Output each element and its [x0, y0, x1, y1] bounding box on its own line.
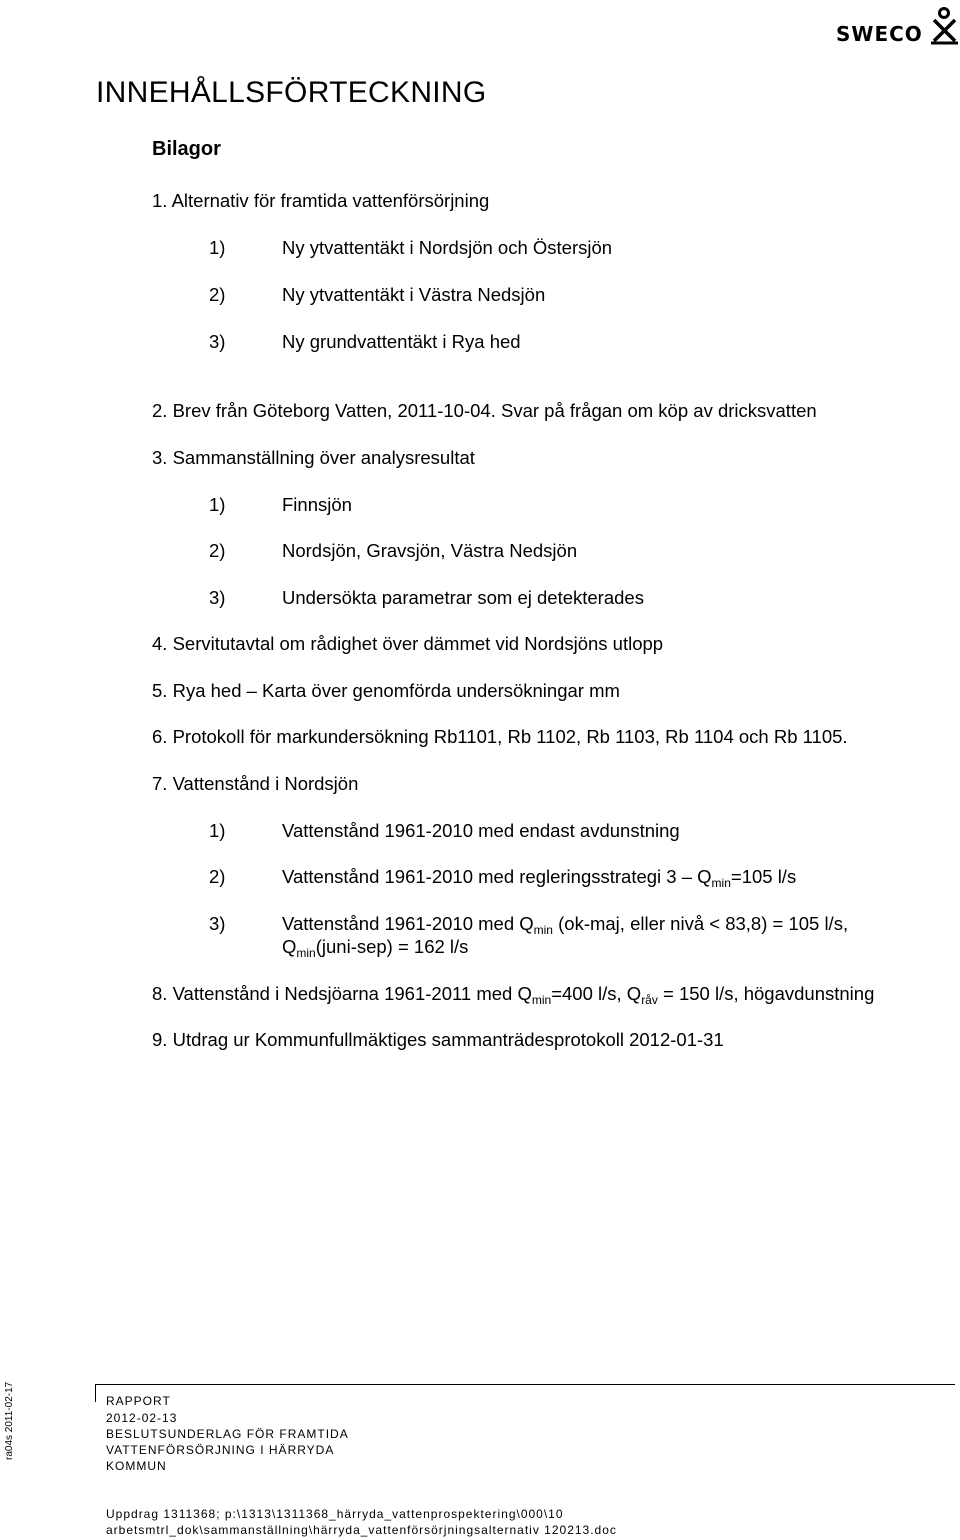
item-number: 9. [152, 1029, 168, 1050]
sub-item-number: 2) [209, 540, 226, 561]
item-text: Alternativ för framtida vattenförsörjning [171, 190, 490, 211]
sweco-logo [836, 6, 960, 48]
footer-divider-tick [95, 1384, 96, 1402]
page-title: INNEHÅLLSFÖRTECKNING [96, 76, 487, 109]
item-number: 2. [152, 400, 168, 421]
text-part: =105 l/s [730, 866, 797, 887]
list-item [152, 1029, 724, 1051]
list-item [152, 680, 620, 702]
footer-divider [95, 1384, 955, 1385]
item-text: Vattenstånd i Nordsjön [172, 773, 359, 794]
sub-item-text: Nordsjön, Gravsjön, Västra Nedsjön [282, 540, 578, 561]
item-text [172, 983, 875, 1007]
text-part: Vattenstånd i Nedsjöarna 1961-2011 med Q [172, 983, 532, 1004]
list-item [152, 633, 663, 655]
list-item [152, 190, 489, 212]
item-number: 8. [152, 983, 168, 1004]
item-text: Brev från Göteborg Vatten, 2011-10-04. Svar på frågan om köp av dricksvatten [172, 400, 817, 421]
sub-item-number: 3) [209, 913, 226, 934]
list-item [152, 400, 817, 422]
list-item [152, 773, 358, 795]
sub-item-number: 1) [209, 237, 226, 258]
item-text: Protokoll för markundersökning Rb1101, Rb 1102, Rb 1103, Rb 1104 och Rb 1105. [172, 726, 848, 747]
footer-title-line: VATTENFÖRSÖRJNING I HÄRRYDA [106, 1443, 335, 1457]
subscript: min [296, 946, 316, 960]
text-part: =400 l/s, Q [551, 983, 642, 1004]
item-text: Servitutavtal om rådighet över dämmet vid Nordsjöns utlopp [172, 633, 664, 654]
logo-text: SWECO [836, 22, 923, 46]
text-part: (ok-maj, eller nivå < 83,8) = 105 l/s, [552, 913, 849, 934]
item-number: 7. [152, 773, 168, 794]
text-part: Vattenstånd 1961-2010 med regleringsstrategi 3 – Q [282, 866, 712, 887]
sweco-logo-icon [928, 6, 960, 46]
sub-item-number: 1) [209, 494, 226, 515]
sub-item-text [282, 913, 848, 935]
item-number: 4. [152, 633, 168, 654]
sub-item-text: Undersökta parametrar som ej detekterades [282, 587, 644, 608]
footer-title-line: KOMMUN [106, 1459, 167, 1473]
footer-path-line: Uppdrag 1311368; p:\1313\1311368_härryda_vattenprospektering\000\10 [106, 1507, 564, 1521]
subscript: min [531, 993, 552, 1007]
sub-item-text: Finnsjön [282, 494, 352, 515]
sub-item-number: 1) [209, 820, 226, 841]
footer-path-line: arbetsmtrl_dok\sammanställning\härryda_vattenförsörjningsalternativ 120213.doc [106, 1523, 617, 1537]
item-text: Utdrag ur Kommunfullmäktiges sammanträdesprotokoll 2012-01-31 [172, 1029, 724, 1050]
item-number: 1. [152, 190, 168, 211]
template-code: ra04s 2011-02-17 [4, 1381, 15, 1460]
item-number: 3. [152, 447, 168, 468]
footer-date: 2012-02-13 [106, 1411, 178, 1425]
section-heading: Bilagor [152, 138, 221, 160]
item-text: Rya hed – Karta över genomförda undersökningar mm [172, 680, 620, 701]
item-number: 6. [152, 726, 168, 747]
sub-item-text: Ny grundvattentäkt i Rya hed [282, 331, 521, 352]
item-number: 5. [152, 680, 168, 701]
list-item [152, 983, 874, 1005]
sub-item-number: 3) [209, 331, 226, 352]
subscript: min [533, 923, 553, 937]
list-item [152, 447, 475, 469]
sub-item-text: Ny ytvattentäkt i Nordsjön och Östersjön [282, 237, 613, 258]
footer-doc-type: RAPPORT [106, 1394, 171, 1408]
sub-item-number: 2) [209, 866, 226, 887]
subscript: råv [641, 993, 658, 1007]
footer-title-line: BESLUTSUNDERLAG FÖR FRAMTIDA [106, 1427, 349, 1441]
item-text: Sammanställning över analysresultat [172, 447, 475, 468]
subscript: min [711, 876, 731, 890]
sub-item-text: Vattenstånd 1961-2010 med endast avdunstning [282, 820, 680, 841]
sub-item-text [282, 866, 796, 888]
text-part: Q [282, 936, 297, 957]
text-part: = 150 l/s, högavdunstning [657, 983, 875, 1004]
sub-item-number: 2) [209, 284, 226, 305]
list-item [152, 726, 848, 748]
sub-item-text-continued [282, 936, 468, 958]
text-part: Vattenstånd 1961-2010 med Q [282, 913, 534, 934]
sub-item-text: Ny ytvattentäkt i Västra Nedsjön [282, 284, 546, 305]
sub-item-number: 3) [209, 587, 226, 608]
text-part: (juni-sep) = 162 l/s [315, 936, 469, 957]
